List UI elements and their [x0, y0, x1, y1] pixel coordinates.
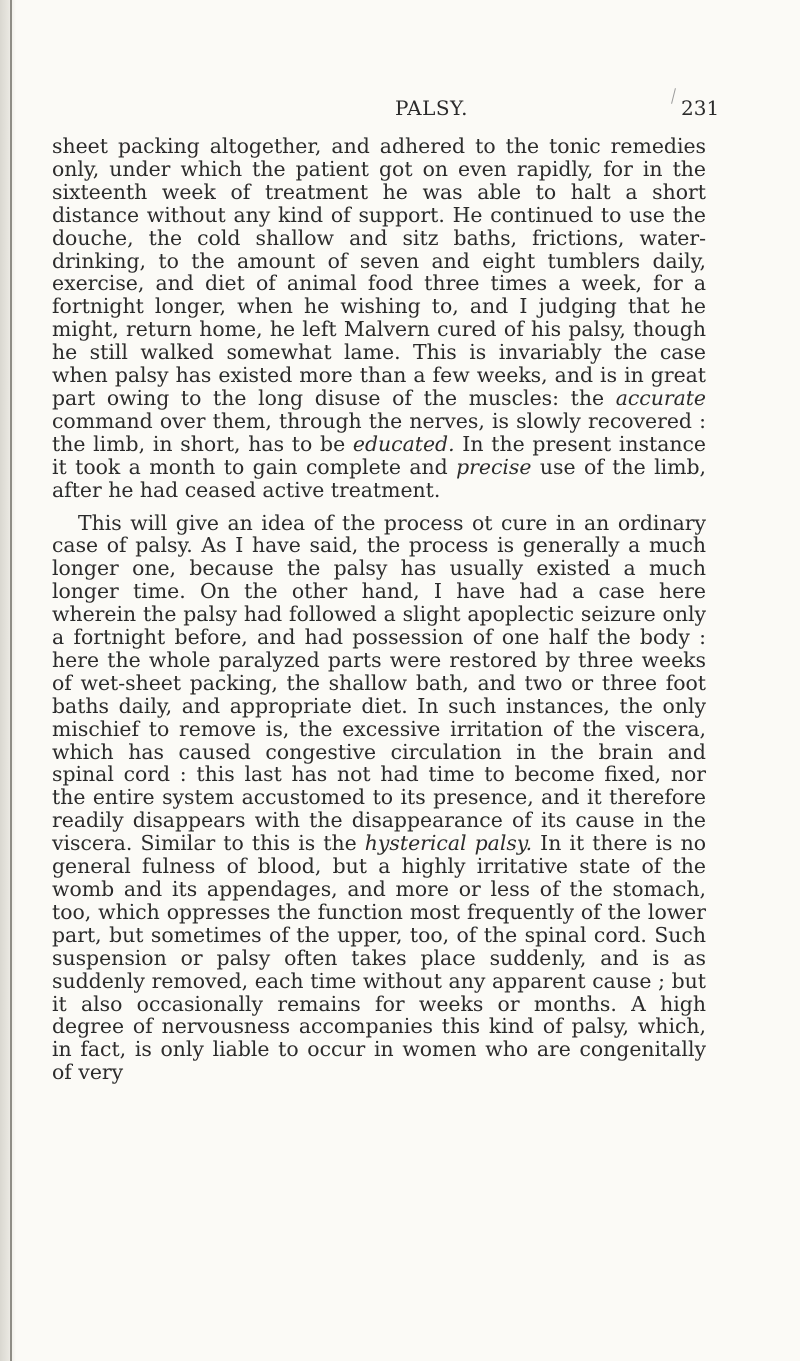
text-segment: use of the limb, after he had ceased active treatment. [52, 454, 706, 502]
page-binding-shadow [0, 0, 16, 1361]
paragraph-1 [52, 135, 706, 502]
italic-segment: hysterical palsy. [364, 831, 533, 856]
text-segment: In the present instance it took a month to gain complete and [52, 431, 706, 479]
text-segment: In it there is no general fulness of blood, but a highly irritative state of the womb and its appendages, and more or less of the stomach, too, which oppresses the function most frequently of the lower part, but sometimes of the upper, too, of the spinal cord. Such suspension or palsy often takes place suddenly, and is as suddenly removed, each time without any apparent cause ; but it also occasionally remains for weeks or months. A high degree of nervousness accompanies this kind of palsy, which, in fact, is only liable to occur in women who are congenitally of very [52, 831, 706, 1085]
italic-segment: educated. [352, 431, 455, 456]
italic-segment: precise [456, 454, 532, 479]
page-number: 231 [681, 96, 720, 120]
text-segment: command over them, through the nerves, is slowly recovered : the limb, in short, has to be [52, 408, 706, 456]
italic-segment: accurate [615, 385, 706, 410]
text-segment: This will give an idea of the process ot cure in an ordinary case of palsy. As I have said, the process is generally a much longer one, because the palsy has usually existed a much longer time. On the other hand, I have had a case here wherein the palsy had followed a slight apoplectic seizure only a fortnight before, and had possession of one half the body : here the whole paralyzed parts were restored by three weeks of wet-sheet packing, the shallow bath, and two or three foot baths daily, and appropriate diet. In such instances, the only mischief to remove is, the excessive irritation of the viscera, which has caused congestive circulation in the brain and spinal cord : this last has not had time to become fixed, nor the entire system accustomed to its presence, and it therefore readily disappears with the disappearance of its cause in the viscera. Similar to this is the [52, 510, 706, 856]
running-head: PALSY. [395, 96, 469, 120]
paragraph-2 [52, 512, 706, 1085]
page-header [0, 96, 800, 126]
text-segment: sheet packing altogether, and adhered to the tonic remedies only, under which the patient got on even rapidly, for in the sixteenth week of treatment he was able to halt a short distance without any kind of support. He continued to use the douche, the cold shallow and sitz baths, frictions, water-drinking, to the amount of seven and eight tumblers daily, exercise, and diet of animal food three times a week, for a fortnight longer, when he wishing to, and I judging that he might, return home, he left Malvern cured of his palsy, though he still walked somewhat lame. This is invariably the case when palsy has existed more than a few weeks, and is in great part owing to the long disuse of the muscles: the [52, 134, 706, 410]
page-binding-line [10, 0, 12, 1361]
page-body [52, 135, 706, 1084]
